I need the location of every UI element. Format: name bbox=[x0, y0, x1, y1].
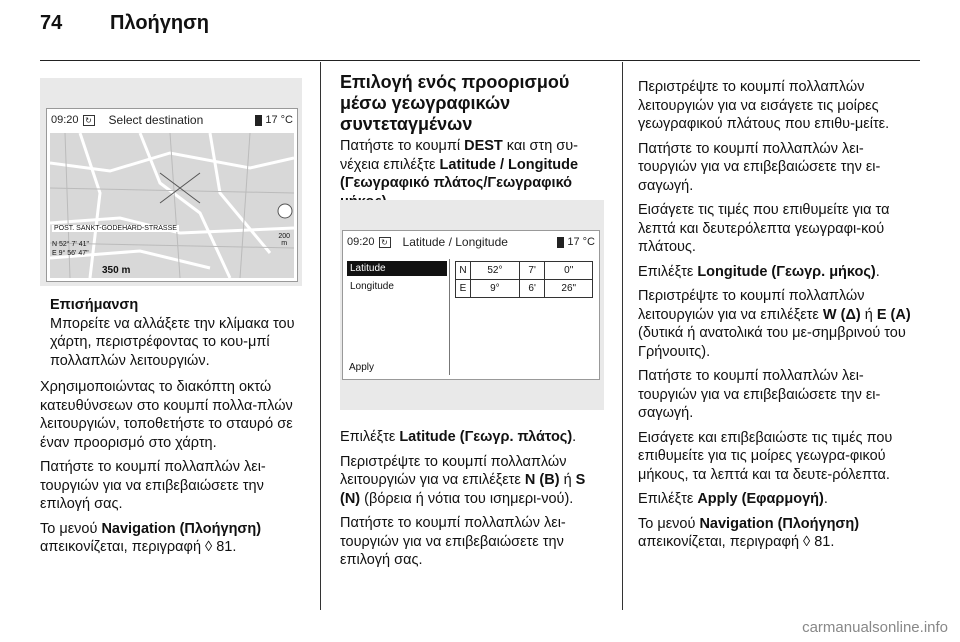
minutes-cell[interactable]: 6' bbox=[519, 280, 545, 298]
seconds-cell[interactable]: 0" bbox=[545, 262, 593, 280]
menu-name: Navigation (Πλοήγηση) bbox=[101, 520, 262, 537]
map-figure bbox=[40, 78, 302, 286]
column-divider-1 bbox=[320, 62, 321, 610]
text-run: . bbox=[572, 429, 577, 445]
text-run: Περιστρέψτε το κουμπί πολλαπλών λειτουργιών για να επιλέξετε bbox=[340, 453, 567, 488]
hemisphere-cell[interactable]: N bbox=[456, 262, 471, 280]
column-1 bbox=[40, 296, 302, 563]
paragraph bbox=[638, 490, 920, 509]
note-text: Μπορείτε να αλλάξετε την κλίμακα του χάρτη, περιστρέφοντας το κου-μπί πολλαπλών λειτουργιών. bbox=[50, 315, 295, 369]
text-run: απεικονίζεται, περιγραφή ◊ 81. bbox=[638, 534, 835, 550]
text-run: . bbox=[875, 263, 880, 280]
paragraph bbox=[340, 453, 604, 509]
degrees-cell[interactable]: 9° bbox=[471, 280, 520, 298]
paragraph: Πατήστε το κουμπί πολλαπλών λει-τουργιών για να επιβεβαιώσετε την ει-σαγωγή. bbox=[638, 140, 881, 194]
text-run: Πατήστε το κουμπί bbox=[340, 138, 465, 154]
paragraph bbox=[638, 263, 920, 282]
option-name: W (Δ) bbox=[822, 306, 861, 323]
paragraph: Πατήστε το κουμπί πολλαπλών λει-τουργιών για να επιβεβαιώσετε την επιλογή σας. bbox=[340, 515, 566, 568]
paragraph: Εισάγετε και επιβεβαιώστε τις τιμές που επιθυμείτε για τις μοίρες γεωγρα-φικού μήκους, τα λεπτά και τα δευτε-ρόλεπτα. bbox=[638, 429, 893, 483]
coords-table bbox=[455, 261, 593, 298]
latlong-status-bar bbox=[343, 231, 599, 253]
text-run: Το μενού bbox=[638, 515, 700, 532]
paragraph bbox=[638, 287, 920, 361]
map-canvas bbox=[50, 133, 294, 278]
page-number: 74 bbox=[40, 12, 63, 34]
apply-item[interactable]: Apply bbox=[349, 362, 375, 373]
menu-name: Latitude / Longitude (Γεωγραφικό πλάτος/Γεωγραφικό bbox=[340, 156, 579, 191]
column-3 bbox=[638, 78, 920, 558]
menu-name: Apply (Εφαρμογή) bbox=[697, 491, 824, 507]
minutes-cell[interactable]: 7' bbox=[519, 262, 545, 280]
clock: 09:20 bbox=[51, 114, 79, 126]
paragraph bbox=[340, 428, 604, 447]
table-row bbox=[456, 262, 593, 280]
temperature: 17 °C bbox=[265, 114, 293, 126]
clock: 09:20 bbox=[347, 236, 375, 248]
paragraph: Πατήστε το κουμπί πολλαπλών λει-τουργιών για να επιβεβαιώσετε την ει-σαγωγή. bbox=[638, 368, 881, 421]
street-label: POST. SANKT-GODEHARD-STRASSE bbox=[54, 225, 177, 232]
latlong-figure bbox=[340, 200, 604, 410]
note-heading: Επισήμανση bbox=[50, 297, 139, 313]
paragraph bbox=[40, 520, 302, 557]
menu-name: Longitude (Γεωγρ. μήκος) bbox=[697, 263, 876, 280]
latitude-readout: N 52° 7' 41" bbox=[52, 241, 89, 248]
note-block bbox=[50, 296, 302, 370]
seconds-cell[interactable]: 26" bbox=[545, 280, 593, 298]
scale-side bbox=[278, 233, 290, 247]
menu-list bbox=[347, 261, 447, 297]
section-heading: Επιλογή ενός προορισμού μέσω γεωγραφικών συντεταγμένων bbox=[340, 72, 570, 134]
screen-title: Latitude / Longitude bbox=[402, 235, 508, 249]
text-run: ή bbox=[860, 306, 877, 323]
menu-item-latitude[interactable]: Latitude bbox=[347, 261, 447, 276]
text-run: (βόρεια ή νότια του ισημερι-νού). bbox=[360, 490, 574, 507]
text-run: και στη συ-νέχεια επιλέξτε bbox=[340, 138, 578, 173]
column-2-lower bbox=[340, 428, 604, 576]
paragraph: Εισάγετε τις τιμές που επιθυμείτε για τα λεπτά και δευτερόλεπτα γεωγραφι-κού πλάτους. bbox=[638, 202, 890, 255]
paragraph: Περιστρέψτε το κουμπί πολλαπλών λειτουργιών για να εισάγετε τις μοίρες γεωγραφικού πλάτους που επιθυ-μείτε. bbox=[638, 79, 890, 132]
scale-side-value: 200 bbox=[278, 233, 290, 240]
table-row bbox=[456, 280, 593, 298]
screen-title: Select destination bbox=[108, 113, 204, 127]
button-name: DEST bbox=[464, 138, 503, 154]
temperature: 17 °C bbox=[567, 236, 595, 248]
nav-icon: ↻ bbox=[379, 237, 391, 248]
text-run: Επιλέξτε bbox=[638, 263, 698, 280]
map-status-bar bbox=[47, 109, 297, 131]
header-rule bbox=[40, 60, 920, 61]
text-run: απεικονίζεται, περιγραφή ◊ 81. bbox=[40, 539, 237, 555]
option-name: S (N) bbox=[340, 472, 586, 507]
option-name: N (B) bbox=[524, 472, 560, 488]
watermark: carmanualsonline.info bbox=[802, 619, 948, 636]
menu-name: Navigation (Πλοήγηση) bbox=[699, 515, 860, 532]
menu-item-longitude[interactable]: Longitude bbox=[350, 281, 394, 292]
column-divider-2 bbox=[622, 62, 623, 610]
section-title: Πλοήγηση bbox=[110, 12, 209, 34]
text-run: (δυτικά ή ανατολικά του με-σημβρινού του Γρήνουιτς). bbox=[638, 325, 906, 360]
text-run: Περιστρέψτε το κουμπί πολλαπλών λειτουργιών για να επιλέξετε bbox=[638, 288, 865, 323]
scale-side-unit: m bbox=[281, 240, 288, 247]
map-screen bbox=[46, 108, 298, 282]
text-run: Το μενού bbox=[40, 520, 102, 537]
latlong-screen bbox=[342, 230, 600, 380]
nav-icon: ↻ bbox=[83, 115, 95, 126]
menu-name: Latitude (Γεωγρ. πλάτος) bbox=[399, 429, 573, 445]
scale-bottom: 350 m bbox=[102, 265, 131, 276]
text-run: ή bbox=[559, 472, 576, 488]
text-run: Επιλέξτε bbox=[340, 429, 400, 445]
longitude-readout: E 9° 56' 47" bbox=[52, 250, 89, 257]
option-name: E (A) bbox=[876, 306, 911, 323]
text-run: . bbox=[823, 491, 828, 507]
degrees-cell[interactable]: 52° bbox=[471, 262, 520, 280]
column-2 bbox=[340, 72, 604, 217]
paragraph bbox=[638, 515, 920, 552]
paragraph: Πατήστε το κουμπί πολλαπλών λει-τουργιών για να επιβεβαιώσετε την επιλογή σας. bbox=[40, 459, 266, 512]
phone-icon bbox=[557, 237, 564, 248]
phone-icon bbox=[255, 115, 262, 126]
hemisphere-cell[interactable]: E bbox=[456, 280, 471, 298]
text-run: Επιλέξτε bbox=[638, 491, 698, 507]
paragraph: Χρησιμοποιώντας το διακόπτη οκτώ κατευθύνσεων στο κουμπί πολλα-πλών λειτουργιών, τοποθετήστε το σταυρό σε έναν προορισμό στο χάρτη. bbox=[40, 379, 293, 451]
menu-divider bbox=[449, 259, 450, 375]
